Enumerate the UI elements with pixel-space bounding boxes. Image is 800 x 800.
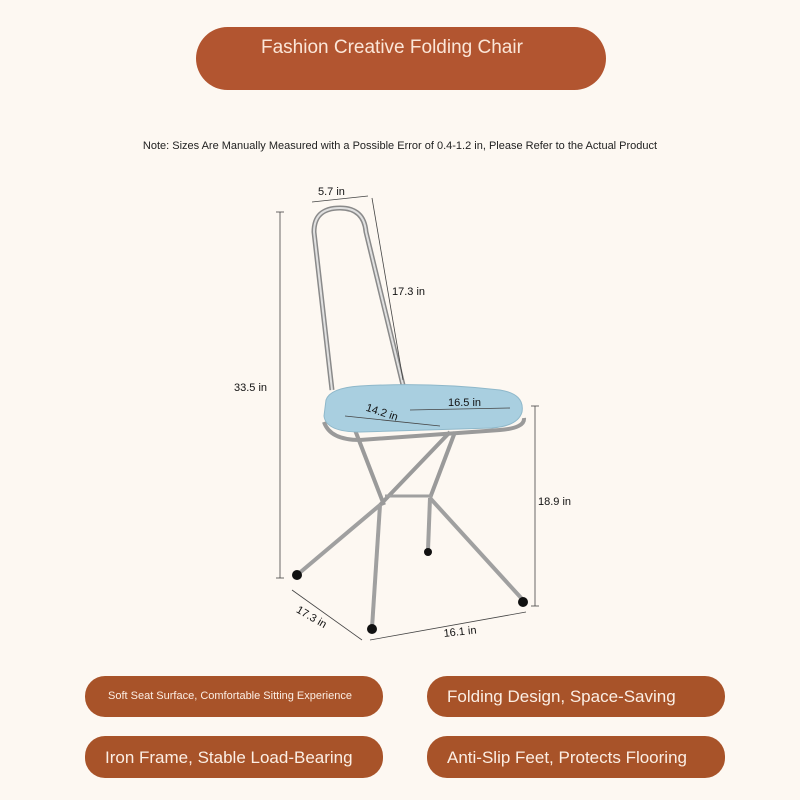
feature-label: Anti-Slip Feet, Protects Flooring [447,747,687,767]
feature-anti-slip [427,736,725,778]
page-title: Fashion Creative Folding Chair [261,37,523,58]
dim-back-width: 5.7 in [318,186,345,198]
measurement-note: Note: Sizes Are Manually Measured with a Possible Error of 0.4-1.2 in, Please Refer to the Actual Product [142,140,658,152]
dim-total-height: 33.5 in [234,382,268,394]
dim-base-depth: 17.3 in [294,604,329,631]
dim-base-width: 16.1 in [443,624,478,640]
feature-label: Soft Seat Surface, Comfortable Sitting Experience [108,690,352,702]
feature-label: Folding Design, Space-Saving [447,687,676,706]
dim-seat-height: 18.9 in [538,496,572,508]
dim-seat-depth: 14.2 in [364,402,400,424]
dim-seat-width: 16.5 in [448,397,482,409]
feature-iron-frame [85,736,383,778]
feature-folding [427,676,725,717]
feature-label: Iron Frame, Stable Load-Bearing [105,747,353,767]
dim-back-height: 17.3 in [392,286,426,298]
feature-soft-seat [85,676,383,717]
